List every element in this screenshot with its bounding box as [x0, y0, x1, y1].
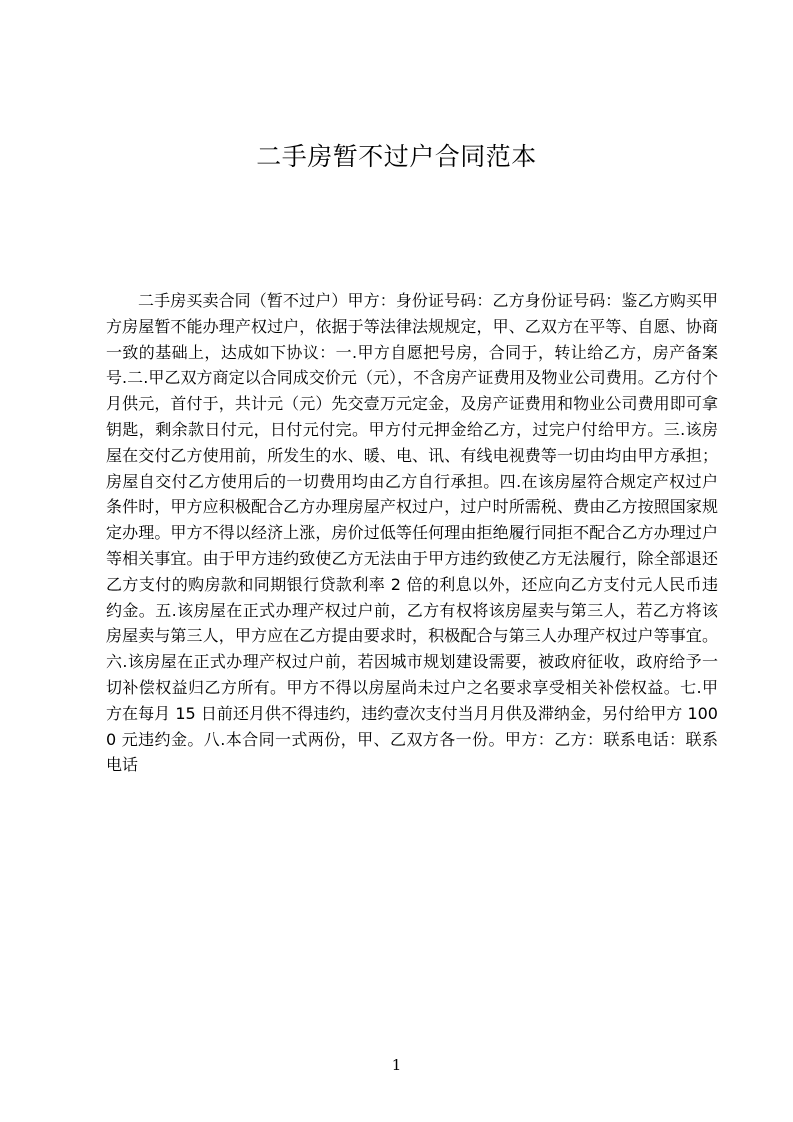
document-title: 二手房暂不过户合同范本 — [256, 142, 537, 171]
contract-body-paragraph: 二手房买卖合同（暂不过户）甲方：身份证号码：乙方身份证号码：鉴乙方购买甲方房屋暂不能办理产权过户，依据于等法律法规规定，甲、乙双方在平等、自愿、协商一致的基础上，达成如下协议：一.甲方自愿把号房，合同于，转让给乙方，房产备案号.二.甲乙双方商定以合同成交价元（元），不含房产证费用及物业公司费用。乙方付个月供元，首付于，共计元（元）先交壹万元定金，及房产证费用和物业公司费用即可拿钥匙，剩余款日付元，日付元付完。甲方付元押金给乙方，过完户付给甲方。三.该房屋在交付乙方使用前，所发生的水、暖、电、讯、有线电视费等一切由均由甲方承担；房屋自交付乙方使用后的一切费用均由乙方自行承担。四.在该房屋符合规定产权过户条件时，甲方应积极配合乙方办理房屋产权过户，过户时所需税、费由乙方按照国家规定办理。甲方不得以经济上涨，房价过低等任何理由拒绝履行同拒不配合乙方办理过户等相关事宜。由于甲方违约致使乙方无法由于甲方违约致使乙方无法履行，除全部退还乙方支付的购房款和同期银行贷款利率 2 倍的利息以外，还应向乙方支付元人民币违约金。五.该房屋在正式办理产权过户前，乙方有权将该房屋卖与第三人，若乙方将该房屋卖与第三人，甲方应在乙方提由要求时，积极配合与第三人办理产权过户等事宜。六.该房屋在正式办理产权过户前，若因城市规划建设需要，被政府征收，政府给予一切补偿权益归乙方所有。甲方不得以房屋尚未过户之名要求享受相关补偿权益。七.甲方在每月 15 日前还月供不得违约，违约壹次支付当月月供及滞纳金，另付给甲方 1000 元违约金。八.本合同一式两份，甲、乙双方各一份。甲方：乙方：联系电话：联系电话 — [106, 291, 718, 775]
page-number: 1 — [391, 1056, 402, 1074]
